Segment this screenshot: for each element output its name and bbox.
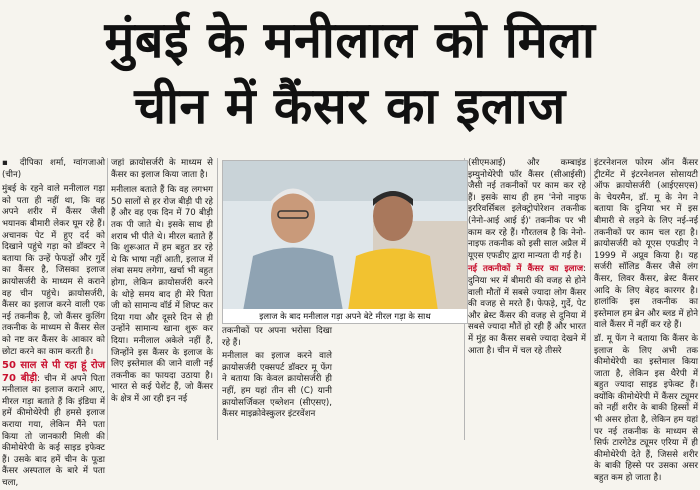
column-divider xyxy=(107,158,108,440)
column-5-paragraph-1: इंटरनेशनल फोरम ऑन कैंसर ट्रीटमेंट में इंटरनेशनल सोसायटी ऑफ क्रायोसर्जरी (आईएसएस) के चेयरमैन, डॉ. मू के नेग ने बताया कि दुनिया भर में इस बीमारी से लड़ने के लिए नई-नई तकनीकों पर काम चल रहा है। क्रायोसर्जरी को यूएस एफडीए ने 1999 में अप्रूव किया है। यह सर्जरी सॉलिड कैंसर जैसे लंग कैंसर, लिवर कैंसर, ब्रेस्ट कैंसर आदि के लिए बेहद कारगर है। हालांकि इस तकनीक का इस्तेमाल हम ब्रेन और ब्लड में होने वाले कैंसर में नहीं कर रहे हैं। xyxy=(594,158,698,331)
column-2-paragraph-2: मनीलाल बताते हैं कि वह लगभग 50 सालों से हर रोज बीड़ी पी रहे हैं और वह एक दिन में 70 बीड़ी तक पी जाते थे। इसके साथ ही शराब भी पीते थे। मीरल बताते हैं कि शुरूआत में हम बहुत डर रहे थे कि भाषा नहीं आती, इलाज में लंबा समय लगेगा, खर्चा भी बहुत होगा, लेकिन क्रायोसर्जरी करने के थोड़े समय बाद ही मेरे पिता जी को सामान्य वॉर्ड में शिफ्ट कर दिया गया और दूसरे दिन से ही उन्होंने सामान्य खाना शुरू कर दिया। मनीलाल अकेले नहीं हैं, जिन्होंने इस कैंसर के इलाज के लिए इस्तेमाल की जाने वाली नई तकनीक का फायदा उठाया है। भारत से कई पेशेंट हैं, जो कैंसर के क्षेत्र में आ रही इन नई xyxy=(111,185,213,404)
article-column-5 xyxy=(594,158,698,484)
column-2-paragraph-1: जहां क्रायोसर्जरी के माध्यम से कैंसर का इलाज किया जाता है। xyxy=(111,158,213,180)
article-column-1 xyxy=(2,158,105,489)
headline-line-2: चीन में कैंसर का इलाज xyxy=(134,77,566,135)
headline-line-1: मुंबई के मनीलाल को मिला xyxy=(104,11,596,69)
column-3-paragraph-1: तकनीकों पर अपना भरोसा दिखा रहे हैं। xyxy=(222,326,332,348)
subhead-new-techniques: नई तकनीकों में कैंसर का इलाज xyxy=(468,264,584,275)
column-1-paragraph-2: : चीन में अपने पिता मनीलाल का इलाज कराने आए, मीरल गड़ा बताते हैं कि इंडिया में हमें कीमोथेरेपी ही हमसे इलाज कराया गया, लेकिन मैंने पता किया तो जानकारी मिली की कीमोथेरेपी के कई साइड इफेक्ट हैं। उसके बाद हमें चीन के फूडा कैंसर अस्पताल के बारे में पता चला, xyxy=(2,373,105,489)
son-shirt xyxy=(348,249,438,312)
column-4-paragraph-2: : दुनिया भर में बीमारी की वजह से होने वाली मौतों में सबसे ज्यादा लोग कैंसर की वजह से मरते हैं। फेफड़े, गुर्दे, पेट और ब्रेस्ट कैंसर की वजह से दुनिया में सबसे ज्यादा मौतें हो रही हैं और भारत में मुंह का कैंसर सबसे ज्यादा देखने में आता है। चीन में चल रहे तीसरे xyxy=(468,264,586,356)
article-column-4 xyxy=(468,158,586,440)
article-column-2 xyxy=(111,158,213,440)
column-1-paragraph-1: मुंबई के रहने वाले मनीलाल गड़ा को पता ही नहीं था, कि वह अपने शरीर में कैंसर जैसी भयानक बीमारी लेकर घूम रहे हैं। अचानक पेट में हुए दर्द को दिखाने पहुंचे गड़ा को डॉक्टर ने बताया कि उन्हें फेफड़ों और गुर्दे का कैंसर है, जिसका इलाज क्रायोसर्जरी के माध्यम से कराने वह चीन पहुंचे। क्रायोसर्जरी, कैंसर का इलाज करने वाली एक नई तकनीक है, जो कैंसर कुलिंग तकनीक के माध्यम से कैंसर सेल को नष्ट कर कैंसर के आकार को छोटा करने का काम करती है। xyxy=(2,184,105,357)
column-4-paragraph-1: (सीएमआई) और कम्बाइंड इम्युनोथेरेपी फॉर कैंसर (सीआईसी) जैसी नई तकनीकों पर काम कर रहे हैं। इसके साथ ही हम 'नेनो नाइफ इररिवर्सिबल इलेक्ट्रोपोरेशन तकनीक (नेनो-आई आई ई)' तकनीक पर भी काम कर रहे हैं। गौरतलब है कि नेनो-नाइफ तकनीक को इसी साल अप्रैल में यूएस एफडीए द्वारा मान्यता दी गई है। xyxy=(468,158,586,261)
article-photo xyxy=(222,160,468,324)
column-3-paragraph-2: मनीलाल का इलाज करने वाले क्रायोसर्जरी एक्सपर्ट डॉक्टर मू फेंग ने बताया कि केवल क्रायोसर्जरी ही नहीं, हम यहां तीन सी (C) यानी क्रायोसर्जिकल एब्लेशन (सीएसए), कैंसर माइक्रोवेस्कुलर इंटरवेंशन xyxy=(222,351,332,420)
photo-image xyxy=(223,161,467,311)
column-divider xyxy=(590,158,591,440)
column-divider xyxy=(217,158,218,440)
subhead-bidi: 50 साल से पी रहा हूं रोज 70 बीड़ी xyxy=(2,360,105,384)
column-6-paragraph-1: डॉ. मू फेंग ने बताया कि कैंसर के इलाज के लिए अभी तक कीमोथेरेपी का इस्तेमाल किया जाता है, लेकिन इस थैरेपी में बहुत ज्यादा साइड इफेक्ट हैं। क्योंकि कीमोथेरेपी में कैंसर ट्यूमर को नहीं शरीर के बाकी हिस्सों में भी असर होता है, लेकिन हम यहां पर नई तकनीक के माध्यम से सिर्फ टारगेटेड ट्यूमर एरिया में ही कीमोथेरेपी देते हैं, जिससे शरीर के बाकी हिस्से पर उसका असर बहुत कम हो जाता है। xyxy=(594,333,698,484)
older-man-shirt xyxy=(243,248,343,312)
byline-text: दीपिका शर्मा, ग्वांगजाओ (चीन) xyxy=(2,158,105,180)
byline: ▪ दीपिका शर्मा, ग्वांगजाओ (चीन) xyxy=(2,158,105,180)
article-column-3 xyxy=(222,326,332,440)
photo-caption: इलाज के बाद मनीलाल गड़ा अपने बेटे मीरल गड़ा के साथ xyxy=(223,309,467,323)
